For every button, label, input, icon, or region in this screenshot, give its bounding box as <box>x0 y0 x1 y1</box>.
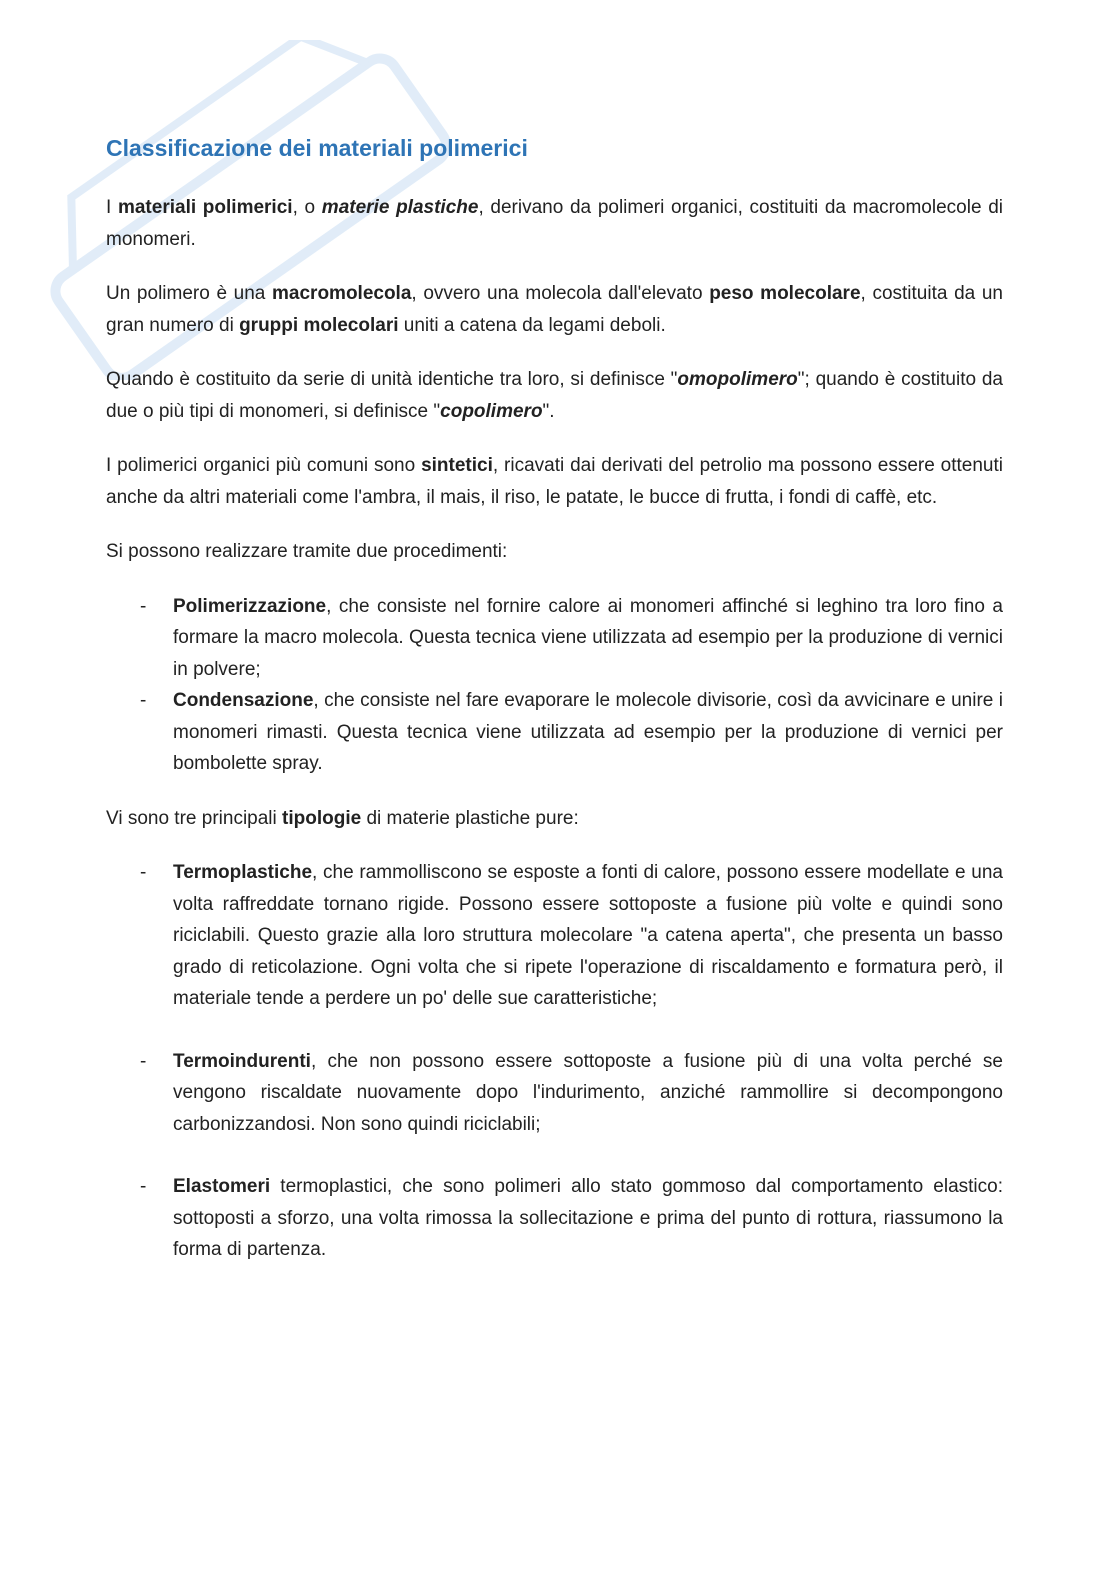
paragraph-procedures-intro: Si possono realizzare tramite due procedimenti: <box>106 541 508 562</box>
list-item: - Elastomeri termoplastici, che sono polimeri allo stato gommoso dal comportamento elastico: sottoposti a sforzo, una volta rimossa la sollecitazione e prima del punto di rottura, riassumono la forma di partenza. <box>106 1171 1003 1266</box>
paragraph-homopolymer-copolymer: Quando è costituito da serie di unità identiche tra loro, si definisce "omopolimero"; quando è costituito da due o più tipi di monomeri, si definisce "copolimero". <box>106 369 1003 422</box>
types-list <box>106 857 1003 1266</box>
paragraph-intro: I materiali polimerici, o materie plastiche, derivano da polimeri organici, costituiti da macromolecole di monomeri. <box>106 197 1003 250</box>
list-item: - Termoindurenti, che non possono essere sottoposte a fusione più di una volta perché se vengono riscaldate nuovamente dopo l'indurimento, anziché rammollire si decompongono carbonizzandosi. Non sono quindi riciclabili; <box>106 1046 1003 1141</box>
document-page <box>106 128 1003 1289</box>
list-item: - Condensazione, che consiste nel fare evaporare le molecole divisorie, così da avvicinare e unire i monomeri rimasti. Questa tecnica viene utilizzata ad esempio per la produzione di vernici per bombolette spray. <box>106 685 1003 780</box>
procedures-list <box>106 591 1003 780</box>
paragraph-polymer-definition: Un polimero è una macromolecola, ovvero una molecola dall'elevato peso molecolare, costituita da un gran numero di gruppi molecolari uniti a catena da legami deboli. <box>106 283 1003 336</box>
page-title: Classificazione dei materiali polimerici <box>106 135 528 161</box>
paragraph-types-intro: Vi sono tre principali tipologie di materie plastiche pure: <box>106 807 579 829</box>
list-item: - Termoplastiche, che rammolliscono se esposte a fonti di calore, possono essere modellate e una volta raffreddate tornano rigide. Possono essere sottoposte a fusione più volte e quindi sono riciclabili. Questo grazie alla loro struttura molecolare "a catena aperta", che presenta un basso grado di reticolazione. Ogni volta che si ripete l'operazione di riscaldamento e formatura però, il materiale tende a perdere un po' delle sue caratteristiche; <box>106 857 1003 1015</box>
paragraph-synthetic: I polimerici organici più comuni sono sintetici, ricavati dai derivati del petrolio ma possono essere ottenuti anche da altri materiali come l'ambra, il mais, il riso, le patate, le bucce di frutta, i fondi di caffè, etc. <box>106 455 1003 508</box>
list-item: - Polimerizzazione, che consiste nel fornire calore ai monomeri affinché si leghino tra loro fino a formare la macro molecola. Questa tecnica viene utilizzata ad esempio per la produzione di vernici in polvere; <box>106 591 1003 686</box>
